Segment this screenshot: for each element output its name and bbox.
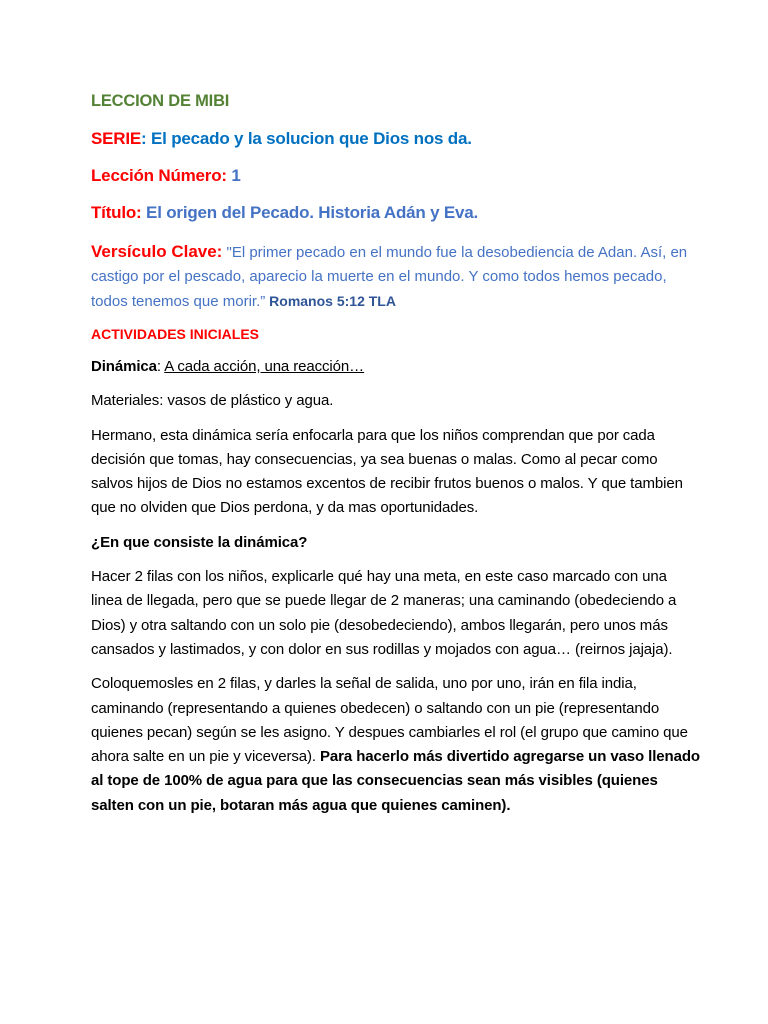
serie-colon: : [141, 129, 147, 148]
consiste-heading: ¿En que consiste la dinámica? [91, 533, 308, 551]
actividades-heading: ACTIVIDADES INICIALES [91, 326, 260, 342]
leccion-label: Lección Número: [91, 166, 227, 185]
coloquemos-text: Coloquemosles en 2 filas, y darles la señal de salida, uno por uno, irán en fila india, caminando (representando a quienes obedecen) o saltando con un pie (representando quienes pecan) según se les asigno. Y despues cambiarles el rol (el grupo que camino que ahora salte en un pie y viceversa). [91, 675, 688, 766]
titulo-line [91, 203, 701, 223]
dinamica-label: Dinámica [91, 358, 157, 375]
leccion-value: 1 [226, 166, 241, 185]
versiculo-text: "El primer pecado en el mundo fue la desobediencia de Adan. Así, en castigo por el pescado, aparecio la muerte en el mundo. Y como todos hemos pecado, todos tenemos que morir.” [91, 244, 688, 310]
intro-paragraph: Hermano, esta dinámica sería enfocarla para que los niños comprendan que por cada decisión que tomas, hay consecuencias, ya sea buenas o malas. Como al pecar como salvos hijos de Dios no estamos excentos de recibir frutos buenos o malos. Y que tambien que no olviden que Dios perdona, y da mas oportunidades. [91, 426, 683, 517]
leccion-line [91, 166, 701, 186]
dinamica-name: A cada acción, una reacción… [164, 358, 365, 375]
versiculo-reference: Romanos 5:12 TLA [265, 293, 396, 309]
document-content [91, 92, 701, 828]
titulo-label: Título: [91, 203, 142, 222]
coloquemos-bold-text: Para hacerlo más divertido agregarse un vaso llenado al tope de 100% de agua para que las consecuencias sean más visibles (quienes salten con un pie, botaran más agua que quienes caminen). [91, 748, 700, 814]
versiculo-block [91, 240, 701, 314]
dinamica-line [91, 355, 701, 379]
titulo-value: El origen del Pecado. Historia Adán y Eva. [141, 203, 479, 222]
materiales-paragraph: Materiales: vasos de plástico y agua. [91, 392, 334, 410]
dinamica-separator: : [156, 358, 165, 375]
serie-line [91, 129, 701, 149]
serie-value: El pecado y la solucion que Dios nos da. [146, 129, 472, 148]
document-title: LECCION DE MIBI [91, 92, 230, 110]
serie-label: SERIE [91, 129, 142, 148]
coloquemos-paragraph [91, 672, 701, 818]
versiculo-label: Versículo Clave: [91, 242, 223, 261]
consiste-paragraph: Hacer 2 filas con los niños, explicarle qué hay una meta, en este caso marcado con una linea de llegada, pero que se puede llegar de 2 maneras; una caminando (obedeciendo a Dios) y otra saltando con un solo pie (desobedeciendo), ambos llegarán, pero unos más cansados y lastimados, y con dolor en sus rodillas y mojados con agua… (reirnos jajaja). [91, 568, 677, 658]
